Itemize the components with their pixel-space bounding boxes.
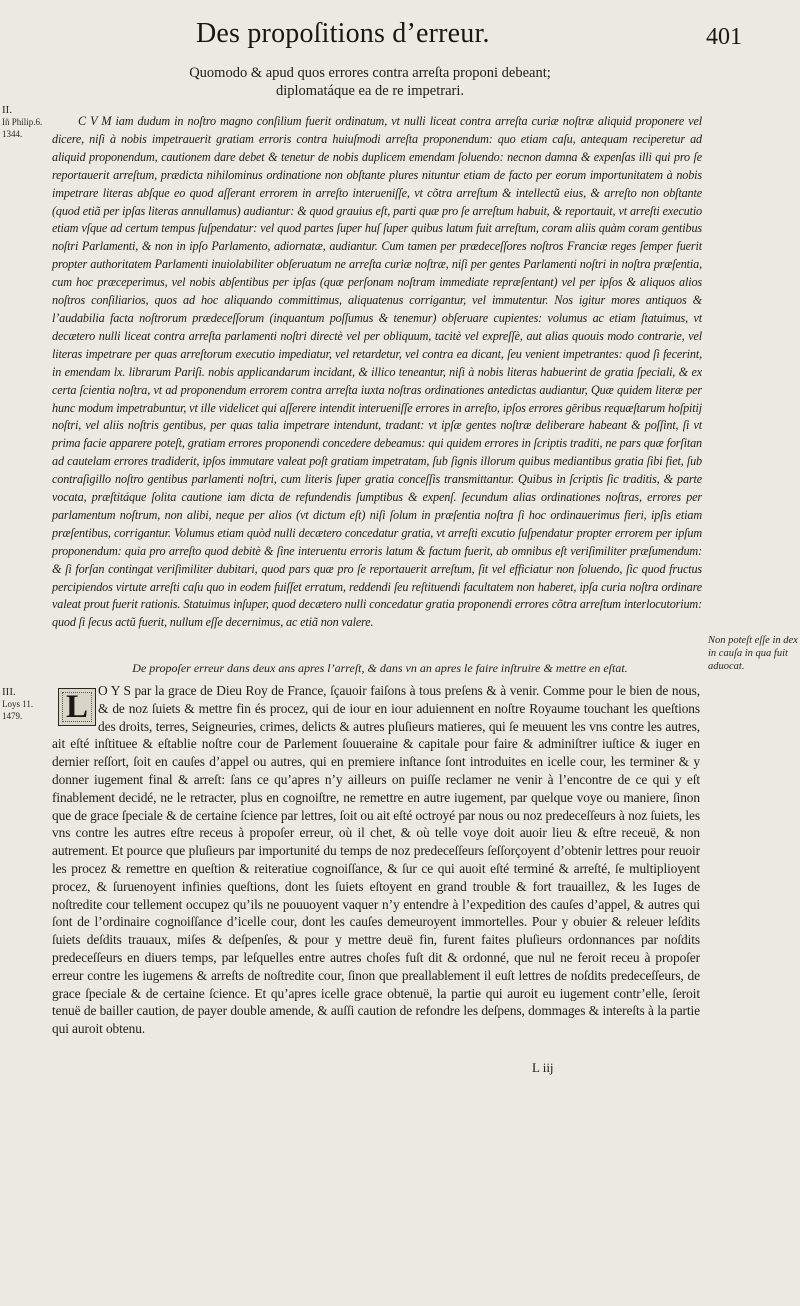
- french-paragraph: [52, 682, 700, 1038]
- margin-note-left-2: [2, 686, 42, 722]
- margin-note-king: Iñ Philip.6.: [2, 117, 43, 127]
- french-paragraph-text: O Y S par la grace de Dieu Roy de France, ſçauoir faiſons à tous preſens & à venir. Comme pour le bien de nous, & de noz ſuiets & mettre fin és procez, qui de iour en iour aduiennent en noſtre Royaume touchant les queſtions des droits, terres, Seigneuries, crimes, delicts & autres pluſieurs matieres, qui ſe meuuent les vns contre les autres, ait eſté inſtituee & eſtablie noſtre cour de Parlement ſouueraine & capitale pour faire & adminiſtrer iuſtice & iuger en dernier reſſort, ſoit en cauſes d’appel ou autres, qui en premiere inſtance ſont introduites en icelle cour, les terminer & y donner iugement final & arreſt: ſans ce qu’apres n’y ailleurs on puiſſe reclamer ne venir à l’encontre de ce qui y eſt finablement decidé, ne le retracter, plus en cognoiſtre, ne remettre en autre iugement, par quelque voye ou maniere, ſinon que de grace ſpeciale & de certaine ſcience par lettres, ſoit ou ait eſté octroyé par nous ou noz predeceſſeurs à noz ſuiets, les vns contre les autres eſtre receus à propoſer erreur, où il chet, & où telle voye doit auoir lieu & eſtre receuë, & non autrement. Et pource que pluſieurs par importunité du temps de noz predeceſſeurs ſeſſorçoyent d’obtenir lettres pour reuoir les procez & remettre en queſtion & reiteratiue cognoiſſance, & ſur ce qui auoit eſté terminé & arreſté, ſe multiplioyent procez, & ſuruenoyent infinies queſtions, dont les ſuiets eſtoyent en grand trouble & fort trauaillez, & les Iuges de noſtredite cour tellement occupez qu’ils ne pouuoyent vaquer n’y entendre à l’expedition des cauſes d’appel, & autres qui ſont de l’ordinaire cognoiſſance d’icelle cour, dont les cauſes demeuroyent immortelles. Pour y obuier & releuer leſdits ſuiets deſdits trauaux, miſes & deſpenſes, & pour y mettre deuë fin, furent faites pluſieurs ordonnances par noſdits predeceſſeurs en diuers temps, par leſquelles entre autres choſes fuſt dit & ordonné, que nul ne feroit receu à propoſer erreur contre les iugemens & arreſts de noſtredite cour, ſinon que preallablement il euſt lettres de noſdits predeceſſeurs, de grace ſpeciale & de certaine ſcience. Et qu’apres icelle grace obtenuë, la partie qui auroit eu iugement contr’elle, ſeroit tenuë de bailler caution, de payer double amende, & auſſi caution de refondre les deſpens, dommages & intereſts à la partie qui auroit obtenu.: [52, 683, 700, 1037]
- signature-mark: L iij: [532, 1060, 554, 1075]
- latin-ordinance-text: [52, 113, 702, 632]
- running-header-title: Des propoſitions d’erreur.: [196, 18, 490, 49]
- section-title-line-2: diplomatáque ea de re impetrari.: [275, 83, 464, 99]
- margin-note-king: Loys 11.: [2, 699, 34, 709]
- margin-note-right: Non poteſt eſſe in dex in cauſa in qua fuit aduocat.: [708, 635, 798, 672]
- margin-note-year: 1479.: [2, 711, 23, 721]
- french-subheading: De propoſer erreur dans deux ans apres l’arreſt, & dans vn an apres le faire inſtruire & mettre en eſtat.: [132, 661, 628, 675]
- margin-note-number: III.: [2, 686, 16, 698]
- section-title-line-1: Quomodo & apud quos errores contra arreſta proponi debeant;: [189, 65, 551, 81]
- margin-note-year: 1344.: [2, 129, 23, 139]
- french-ordinance-text: [52, 682, 700, 1038]
- page-number: 401: [706, 24, 742, 50]
- margin-note-left-1: [2, 104, 42, 140]
- latin-paragraph: C V M iam dudum in noſtro magno conſilium fuerit ordinatum, vt nulli liceat contra arreſta curiæ noſtræ aliquid proponere vel dicere, niſi à nobis impetrauerit gratiam erroris contra huiuſmodi arreſta proponendum: quo etiam caſu, antequam reciperetur ad aliquid proponendum, cautionem dare debet & tenetur de nobis duplicem emendam ſoluendo: necnon damna & expenſas illi qui pro ſe reportauerit arreſtum, prædicta nihilominus ordinatione non obſtante plures nituntur etiam de facto per eorum importunitatem à nobis impetrare literas abſque eo quod aſſerant errorem in arreſto interueniſſe, vt cõtra arreſtum & intellectũ eius, & arreſto non obſtante (quod etiã per ipſas literas annullamus) audiantur: & quod grauius eſt, parti quæ pro ſe arreſtum habuit, & reportauit, vt arreſti executio etiam vſque ad certum tempus ſuſpendatur: vel quod partes ſuper huſ ſuper quibus latum fuit arreſtum, coram aliis quàm coram gentibus noſtri Parlamenti, & non in ipſo Parlamento, adiornatæ, audiantur. Cum tamen per prædeceſſores noſtros Franciæ reges ſemper fuerit propter authoritatem Parlamenti inuiolabiliter obſeruatum ne arreſta curiæ noſtræ, niſi per gentes Parlamenti noſtri in noſtra præſentia, cum hoc præceperimus, vel nobis abſentibus per ipſas (quæ perſonam noſtram immediate repræſentant) vel per ipſos & aliquos alios noſtros conſiliarios, quos ad hoc aliquando committimus, aliquatenus corrigantur, vel immutentur. Nos igitur mores antiquos & l’audabilia facta noſtrorum prædeceſſorum (inquantum poſſumus & tenemur) obſeruare cupientes: volumus ac etiam ſtatuimus, vt decætero nulli liceat contra arreſta parlamenti noſtri directè vel per obliquum, tacitè vel expreſſè, aut alias quouis modo contrarie, vel literas impetrare per quas arreſtorum executio impediatur, vel retardetur, vel contra ea dicant, ſeu venient impetrantes: quod ſi fecerint, in emendam lx. librarum Pariſi. nobis applicandarum incidant, & illico teneantur, niſi à nobis literas habuerint de gratia ſpeciali, & ex certa ſcientia noſtra, vt ad proponendum errorem contra arreſta iuxta noſtras ordinationes antedictas audiantur, Quæ quidem literæ per hunc modum impetrabuntur, vt ille videlicet qui aſſerere intendit interueniſſe errores in arreſto, ipſos errores gēribus requæſtarum hoſpitij noſtri, vel aliis noſtris gentibus, per quas talia impetrare intendunt, tradant: vt ipſæ gentes noſtræ deliberare habeant & poſſint, ſi vt prima facie apparere poteſt, gratiam errores proponendi concedere debeamus: qui quidem errores in ſcriptis traditi, ne pars quæ forſitan ad cautelam errores tradiderit, ipſos immutare valeat poſt gratiam impetratam, ſub ſignis illorum quibus mediantibus gratia ſibi fiet, ſub contraſigillo noſtro gentibus parlamenti noſtri, cum literis ſuper gratia conceſſis transmittantur. Quibus in ſcriptis ſic traditis, & parte vocata, præſtitáque ſolita cautione iam dicta de refundendis ſumptibus & expenſ. ſecundum alias ordinationes noſtras, errores per parlamentum noſtrum, non alibi, neque per alios (vt dictum eſt) niſi ſolum in præſentia noſtra ſi hoc ordinauerimus fieri, ipſis etiam præſentibus, corrigantur. Volumus etiam quòd nulli decætero concedatur gratia, vt arreſti excutio ſuſpendatur propter errorem per ipſum proponendum: quia pro arreſto quod debitè & ſine interuentu erroris latum & factum fuerit, ab omnibus eſt veriſimiliter præſumendum: & ſi forſan contingat veriſimiliter dubitari, quod pars quæ pro ſe reportauerit arreſtum, ſit vel efficiatur non ſoluendo, ſic quod fructus percipiendos virtute arreſti caſu quo in eodem fuiſſet erratum, reddendi ſeu reſtituendi facultatem non haberet, ipſa curia noſtra ordinare valeat prout fuerit rationis. Statuimus inſuper, quod decætero nulli concedatur gratia proponendi errores cõtra arreſtum interlocutorium: quod ſi ſecus actũ fuerit, nullum eſſe decernimus, ac etiã non valere.: [52, 114, 702, 630]
- drop-cap-letter: L: [65, 689, 88, 725]
- margin-note-number: II.: [2, 104, 13, 116]
- decorated-initial-drop-cap: [58, 688, 96, 726]
